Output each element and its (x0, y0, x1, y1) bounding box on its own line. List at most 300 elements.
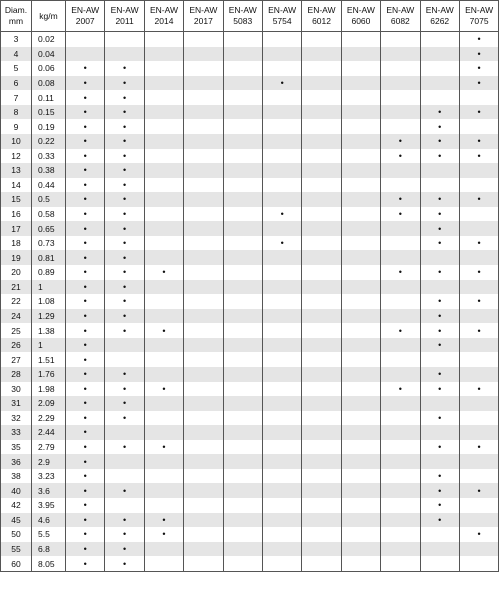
grade-cell-6060 (341, 294, 380, 309)
grade-cell-2007 (66, 236, 105, 251)
table-row (1, 483, 499, 498)
header-grade-2007: EN-AW 2007 (66, 1, 105, 32)
grade-cell-2014 (144, 76, 183, 91)
availability-dot: • (477, 325, 481, 336)
grade-cell-6082 (381, 294, 420, 309)
table-row (1, 527, 499, 542)
grade-cell-2007 (66, 294, 105, 309)
grade-cell-6082 (381, 513, 420, 528)
table-row (1, 47, 499, 62)
grade-cell-6262 (420, 280, 459, 295)
grade-cell-7075 (459, 556, 498, 571)
availability-dot: • (398, 325, 402, 336)
weight-cell: 0.58 (32, 207, 66, 222)
table-row (1, 309, 499, 324)
diameter-cell: 42 (1, 498, 32, 513)
grade-cell-6082 (381, 207, 420, 222)
grade-cell-6082 (381, 90, 420, 105)
availability-dot: • (83, 296, 87, 307)
weight-cell: 6.8 (32, 542, 66, 557)
diameter-cell: 24 (1, 309, 32, 324)
weight-cell: 0.81 (32, 250, 66, 265)
grade-cell-2007 (66, 323, 105, 338)
grade-cell-6262 (420, 382, 459, 397)
grade-cell-6060 (341, 221, 380, 236)
table-row (1, 338, 499, 353)
grade-cell-6012 (302, 32, 341, 47)
table-row (1, 352, 499, 367)
grade-cell-6060 (341, 280, 380, 295)
grade-cell-5754 (262, 469, 301, 484)
grade-cell-5083 (223, 221, 262, 236)
grade-cell-2014 (144, 411, 183, 426)
grade-cell-2011 (105, 294, 144, 309)
grade-cell-2017 (184, 454, 223, 469)
grade-cell-2017 (184, 425, 223, 440)
grade-cell-2007 (66, 556, 105, 571)
grade-cell-6012 (302, 483, 341, 498)
grade-cell-2014 (144, 323, 183, 338)
grade-cell-6082 (381, 265, 420, 280)
grade-cell-2014 (144, 250, 183, 265)
grade-cell-5754 (262, 483, 301, 498)
grade-cell-6262 (420, 236, 459, 251)
availability-dot: • (438, 223, 442, 234)
table-row (1, 469, 499, 484)
diameter-cell: 8 (1, 105, 32, 120)
grade-cell-6082 (381, 309, 420, 324)
grade-cell-7075 (459, 163, 498, 178)
grade-cell-2014 (144, 119, 183, 134)
grade-cell-2014 (144, 513, 183, 528)
grade-cell-6012 (302, 207, 341, 222)
grade-cell-6262 (420, 119, 459, 134)
grade-cell-2014 (144, 280, 183, 295)
header-diameter: Diam. mm (1, 1, 32, 32)
grade-cell-6262 (420, 527, 459, 542)
grade-cell-6060 (341, 250, 380, 265)
grade-cell-5083 (223, 309, 262, 324)
weight-cell: 3.23 (32, 469, 66, 484)
grade-cell-7075 (459, 47, 498, 62)
grade-cell-6012 (302, 425, 341, 440)
grade-cell-6082 (381, 149, 420, 164)
table-row (1, 280, 499, 295)
header-grade-6060: EN-AW 6060 (341, 1, 380, 32)
grade-cell-2014 (144, 352, 183, 367)
availability-dot: • (438, 514, 442, 525)
grade-cell-2007 (66, 265, 105, 280)
grade-cell-2017 (184, 163, 223, 178)
grade-cell-2014 (144, 178, 183, 193)
grade-cell-2014 (144, 527, 183, 542)
grade-cell-6012 (302, 47, 341, 62)
availability-dot: • (123, 92, 127, 103)
availability-dot: • (123, 267, 127, 278)
weight-cell: 1.38 (32, 323, 66, 338)
availability-dot: • (477, 238, 481, 249)
grade-cell-6082 (381, 119, 420, 134)
weight-cell: 1.76 (32, 367, 66, 382)
grade-cell-2007 (66, 367, 105, 382)
availability-dot: • (477, 77, 481, 88)
grade-cell-2017 (184, 323, 223, 338)
grade-cell-2017 (184, 440, 223, 455)
grade-cell-5754 (262, 163, 301, 178)
grade-cell-6262 (420, 149, 459, 164)
grade-cell-6060 (341, 32, 380, 47)
availability-dot: • (162, 514, 166, 525)
grade-cell-2007 (66, 178, 105, 193)
grade-cell-7075 (459, 367, 498, 382)
grade-cell-6060 (341, 411, 380, 426)
diameter-cell: 25 (1, 323, 32, 338)
grade-cell-2007 (66, 119, 105, 134)
table-row (1, 382, 499, 397)
grade-cell-7075 (459, 76, 498, 91)
grade-cell-7075 (459, 425, 498, 440)
grade-cell-2011 (105, 192, 144, 207)
table-row (1, 513, 499, 528)
grade-cell-6060 (341, 265, 380, 280)
grade-cell-5754 (262, 425, 301, 440)
availability-dot: • (83, 543, 87, 554)
grade-cell-2007 (66, 352, 105, 367)
grade-cell-7075 (459, 498, 498, 513)
grade-cell-2017 (184, 76, 223, 91)
grade-cell-5083 (223, 265, 262, 280)
grade-cell-6262 (420, 250, 459, 265)
grade-cell-2017 (184, 338, 223, 353)
header-grade-2017: EN-AW 2017 (184, 1, 223, 32)
grade-cell-5083 (223, 207, 262, 222)
availability-dot: • (438, 267, 442, 278)
grade-cell-6082 (381, 323, 420, 338)
grade-cell-2011 (105, 163, 144, 178)
weight-cell: 0.11 (32, 90, 66, 105)
table-row (1, 163, 499, 178)
grade-cell-5083 (223, 483, 262, 498)
grade-cell-5754 (262, 90, 301, 105)
availability-dot: • (83, 500, 87, 511)
table-row (1, 178, 499, 193)
grade-cell-6082 (381, 483, 420, 498)
weight-cell: 1.51 (32, 352, 66, 367)
grade-cell-2011 (105, 149, 144, 164)
weight-cell: 0.65 (32, 221, 66, 236)
diameter-cell: 3 (1, 32, 32, 47)
grade-cell-5754 (262, 236, 301, 251)
availability-dot: • (123, 136, 127, 147)
grade-cell-5754 (262, 556, 301, 571)
weight-cell: 1.29 (32, 309, 66, 324)
grade-cell-2011 (105, 250, 144, 265)
diameter-cell: 60 (1, 556, 32, 571)
grade-cell-5083 (223, 513, 262, 528)
grade-cell-6082 (381, 76, 420, 91)
grade-cell-2007 (66, 221, 105, 236)
availability-dot: • (477, 48, 481, 59)
grade-cell-5754 (262, 280, 301, 295)
header-weight: kg/m (32, 1, 66, 32)
availability-dot: • (83, 223, 87, 234)
grade-cell-6060 (341, 396, 380, 411)
grade-cell-2011 (105, 483, 144, 498)
availability-dot: • (83, 136, 87, 147)
grade-cell-5754 (262, 309, 301, 324)
grade-cell-5754 (262, 265, 301, 280)
grade-cell-5083 (223, 323, 262, 338)
grade-cell-6060 (341, 163, 380, 178)
grade-cell-6082 (381, 396, 420, 411)
grade-cell-6082 (381, 338, 420, 353)
grade-cell-6012 (302, 352, 341, 367)
grade-cell-2014 (144, 483, 183, 498)
grade-cell-2014 (144, 440, 183, 455)
grade-cell-6082 (381, 352, 420, 367)
grade-cell-2007 (66, 425, 105, 440)
grade-cell-5083 (223, 76, 262, 91)
grade-cell-2007 (66, 542, 105, 557)
grade-cell-6262 (420, 513, 459, 528)
availability-dot: • (398, 194, 402, 205)
header-grade-5754: EN-AW 5754 (262, 1, 301, 32)
grade-cell-2017 (184, 280, 223, 295)
grade-cell-2007 (66, 513, 105, 528)
diameter-cell: 36 (1, 454, 32, 469)
grade-cell-2017 (184, 105, 223, 120)
grade-cell-2014 (144, 396, 183, 411)
availability-dot: • (83, 427, 87, 438)
availability-dot: • (123, 63, 127, 74)
availability-dot: • (398, 209, 402, 220)
grade-cell-5083 (223, 280, 262, 295)
grade-cell-2017 (184, 382, 223, 397)
diameter-cell: 19 (1, 250, 32, 265)
availability-dot: • (162, 529, 166, 540)
header-grade-5083: EN-AW 5083 (223, 1, 262, 32)
grade-cell-5083 (223, 134, 262, 149)
availability-dot: • (438, 310, 442, 321)
availability-dot: • (83, 63, 87, 74)
grade-cell-6060 (341, 207, 380, 222)
grade-cell-5754 (262, 323, 301, 338)
grade-cell-6012 (302, 323, 341, 338)
grade-cell-5754 (262, 134, 301, 149)
header-grade-6262: EN-AW 6262 (420, 1, 459, 32)
availability-dot: • (83, 238, 87, 249)
diameter-cell: 26 (1, 338, 32, 353)
grade-cell-2011 (105, 440, 144, 455)
grade-cell-6012 (302, 236, 341, 251)
grade-cell-6262 (420, 454, 459, 469)
diameter-cell: 22 (1, 294, 32, 309)
grade-cell-5083 (223, 105, 262, 120)
availability-dot: • (280, 238, 284, 249)
grade-cell-7075 (459, 309, 498, 324)
grade-cell-2017 (184, 207, 223, 222)
grade-cell-6012 (302, 309, 341, 324)
grade-cell-6060 (341, 382, 380, 397)
availability-dot: • (83, 107, 87, 118)
weight-cell: 2.09 (32, 396, 66, 411)
diameter-cell: 28 (1, 367, 32, 382)
grade-cell-6082 (381, 47, 420, 62)
grade-cell-2011 (105, 556, 144, 571)
grade-cell-2007 (66, 498, 105, 513)
diameter-cell: 55 (1, 542, 32, 557)
grade-cell-2017 (184, 483, 223, 498)
availability-dot: • (123, 412, 127, 423)
grade-cell-6060 (341, 338, 380, 353)
weight-cell: 5.5 (32, 527, 66, 542)
diameter-cell: 50 (1, 527, 32, 542)
grade-cell-6012 (302, 163, 341, 178)
grade-cell-6012 (302, 265, 341, 280)
grade-cell-2014 (144, 265, 183, 280)
grade-cell-6082 (381, 411, 420, 426)
header-grade-7075: EN-AW 7075 (459, 1, 498, 32)
grade-cell-6262 (420, 440, 459, 455)
table-row (1, 265, 499, 280)
grade-cell-6012 (302, 440, 341, 455)
grade-cell-2007 (66, 192, 105, 207)
grade-cell-7075 (459, 250, 498, 265)
availability-dot: • (477, 194, 481, 205)
grade-cell-2017 (184, 396, 223, 411)
grade-cell-2017 (184, 469, 223, 484)
table-row (1, 250, 499, 265)
availability-dot: • (123, 165, 127, 176)
grade-cell-5754 (262, 367, 301, 382)
grade-cell-2014 (144, 163, 183, 178)
availability-dot: • (438, 194, 442, 205)
availability-dot: • (123, 194, 127, 205)
grade-cell-5083 (223, 250, 262, 265)
grade-cell-6262 (420, 90, 459, 105)
grade-cell-2011 (105, 454, 144, 469)
grade-cell-2017 (184, 178, 223, 193)
table-header (1, 1, 499, 32)
table-row (1, 498, 499, 513)
table-row (1, 119, 499, 134)
grade-cell-5754 (262, 498, 301, 513)
grade-cell-7075 (459, 352, 498, 367)
grade-cell-7075 (459, 440, 498, 455)
availability-dot: • (477, 485, 481, 496)
availability-dot: • (123, 121, 127, 132)
table-row (1, 556, 499, 571)
grade-cell-2011 (105, 236, 144, 251)
table-row (1, 61, 499, 76)
grade-cell-5083 (223, 352, 262, 367)
grade-cell-2014 (144, 338, 183, 353)
grade-cell-6012 (302, 119, 341, 134)
grade-cell-5083 (223, 294, 262, 309)
grade-cell-5083 (223, 440, 262, 455)
table-row (1, 396, 499, 411)
grade-cell-7075 (459, 134, 498, 149)
table-row (1, 149, 499, 164)
grade-cell-2014 (144, 32, 183, 47)
grade-cell-6082 (381, 32, 420, 47)
grade-cell-6060 (341, 149, 380, 164)
grade-cell-2011 (105, 498, 144, 513)
weight-cell: 0.19 (32, 119, 66, 134)
availability-dot: • (83, 398, 87, 409)
grade-cell-6262 (420, 498, 459, 513)
grade-cell-2011 (105, 513, 144, 528)
grade-cell-6012 (302, 280, 341, 295)
grade-cell-6060 (341, 483, 380, 498)
grade-cell-2007 (66, 411, 105, 426)
availability-dot: • (83, 471, 87, 482)
grade-cell-5754 (262, 250, 301, 265)
grade-cell-6012 (302, 149, 341, 164)
grade-cell-5754 (262, 61, 301, 76)
availability-dot: • (123, 543, 127, 554)
availability-dot: • (162, 442, 166, 453)
grade-cell-7075 (459, 90, 498, 105)
diameter-cell: 13 (1, 163, 32, 178)
availability-dot: • (123, 296, 127, 307)
grade-cell-2014 (144, 221, 183, 236)
grade-cell-6060 (341, 236, 380, 251)
grade-cell-2017 (184, 236, 223, 251)
diameter-cell: 20 (1, 265, 32, 280)
diameter-cell: 30 (1, 382, 32, 397)
grade-cell-7075 (459, 178, 498, 193)
availability-dot: • (162, 325, 166, 336)
grade-cell-6060 (341, 47, 380, 62)
grade-cell-2014 (144, 294, 183, 309)
grade-cell-6082 (381, 425, 420, 440)
diameter-cell: 31 (1, 396, 32, 411)
header-grade-6082: EN-AW 6082 (381, 1, 420, 32)
grade-cell-6012 (302, 454, 341, 469)
table-row (1, 454, 499, 469)
grade-cell-6082 (381, 542, 420, 557)
grade-cell-6262 (420, 469, 459, 484)
grade-cell-2007 (66, 61, 105, 76)
grade-cell-2007 (66, 134, 105, 149)
grade-cell-2017 (184, 556, 223, 571)
grade-cell-2007 (66, 527, 105, 542)
availability-dot: • (83, 514, 87, 525)
grade-cell-5754 (262, 105, 301, 120)
grade-cell-6082 (381, 556, 420, 571)
availability-dot: • (477, 442, 481, 453)
grade-cell-6012 (302, 527, 341, 542)
availability-dot: • (83, 252, 87, 263)
grade-cell-7075 (459, 323, 498, 338)
weight-cell: 1.98 (32, 382, 66, 397)
grade-cell-7075 (459, 119, 498, 134)
table-row (1, 32, 499, 47)
availability-dot: • (123, 369, 127, 380)
header-grade-2014: EN-AW 2014 (144, 1, 183, 32)
grade-cell-2011 (105, 119, 144, 134)
grade-cell-6262 (420, 425, 459, 440)
grade-cell-2007 (66, 382, 105, 397)
weight-cell: 2.9 (32, 454, 66, 469)
grade-cell-2014 (144, 367, 183, 382)
grade-cell-6262 (420, 61, 459, 76)
grade-cell-6012 (302, 178, 341, 193)
grade-cell-5083 (223, 338, 262, 353)
grade-cell-2017 (184, 309, 223, 324)
grade-cell-6060 (341, 76, 380, 91)
